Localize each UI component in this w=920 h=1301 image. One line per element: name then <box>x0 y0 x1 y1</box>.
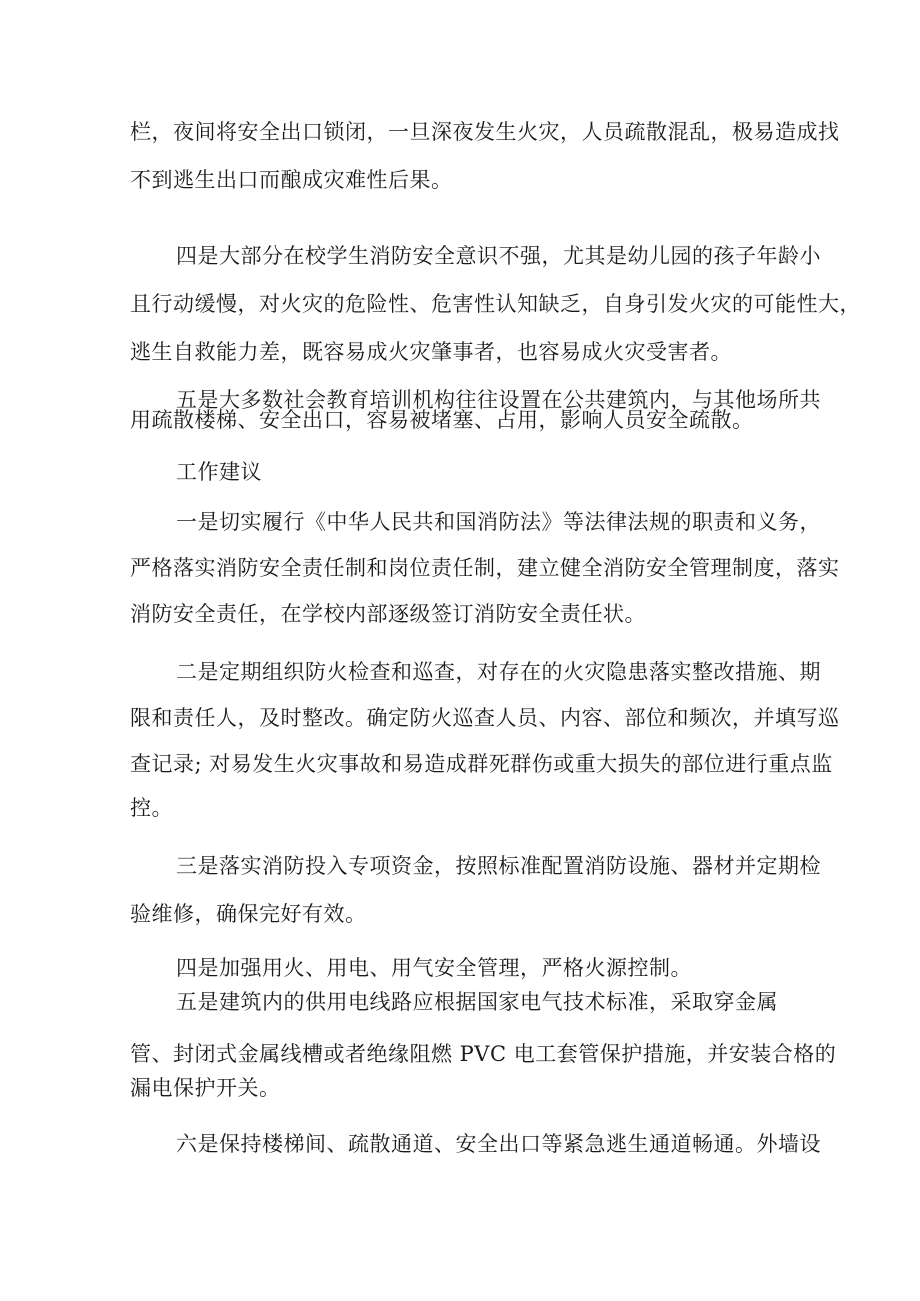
paragraph-line: 用疏散楼梯、安全出口，容易被堵塞、占用，影响人员安全疏散。 <box>130 408 754 432</box>
paragraph-line: 一是切实履行《中华人民共和国消防法》等法律法规的职责和义务， <box>176 510 821 534</box>
paragraph-line: 消防安全责任，在学校内部逐级签订消防安全责任状。 <box>130 602 646 626</box>
paragraph-line: 五是建筑内的供用电线路应根据国家电气技术标准，采取穿金属 <box>176 990 778 1014</box>
paragraph-line: 严格落实消防安全责任制和岗位责任制，建立健全消防安全管理制度，落实 <box>130 556 840 580</box>
paragraph-line: 四是大部分在校学生消防安全意识不强，尤其是幼儿园的孩子年龄小 <box>176 244 821 268</box>
paragraph-line: 限和责任人，及时整改。确定防火巡查人员、内容、部位和频次，并填写巡 <box>130 706 840 730</box>
paragraph-line: 三是落实消防投入专项资金，按照标准配置消防设施、器材并定期检 <box>176 854 821 878</box>
paragraph-line: 漏电保护开关。 <box>130 1076 281 1100</box>
paragraph-line: 五是大多数社会教育培训机构往往设置在公共建筑内，与其他场所共 <box>176 388 821 412</box>
paragraph-line: 逃生自救能力差，既容易成火灾肇事者，也容易成火灾受害者。 <box>130 340 732 364</box>
paragraph-line: 验维修，确保完好有效。 <box>130 902 367 926</box>
paragraph-line: 且行动缓慢，对火灾的危险性、危害性认知缺乏，自身引发火灾的可能性大， <box>130 292 861 316</box>
section-heading: 工作建议 <box>176 460 262 484</box>
paragraph-line: 栏，夜间将安全出口锁闭，一旦深夜发生火灾，人员疏散混乱，极易造成找 <box>130 120 840 144</box>
paragraph-line: 查记录; 对易发生火灾事故和易造成群死群伤或重大损失的部位进行重点监 <box>130 752 833 776</box>
paragraph-line: 六是保持楼梯间、疏散通道、安全出口等紧急逃生通道畅通。外墙设 <box>176 1132 821 1156</box>
paragraph-line: 二是定期组织防火检查和巡查，对存在的火灾隐患落实整改措施、期 <box>176 660 821 684</box>
paragraph-line: 不到逃生出口而酿成灾难性后果。 <box>130 168 453 192</box>
paragraph-line: 四是加强用火、用电、用气安全管理，严格火源控制。 <box>176 956 692 980</box>
paragraph-line: 管、封闭式金属线槽或者绝缘阻燃 PVC 电工套管保护措施，并安装合格的 <box>130 1042 837 1066</box>
paragraph-line: 控。 <box>130 796 173 820</box>
